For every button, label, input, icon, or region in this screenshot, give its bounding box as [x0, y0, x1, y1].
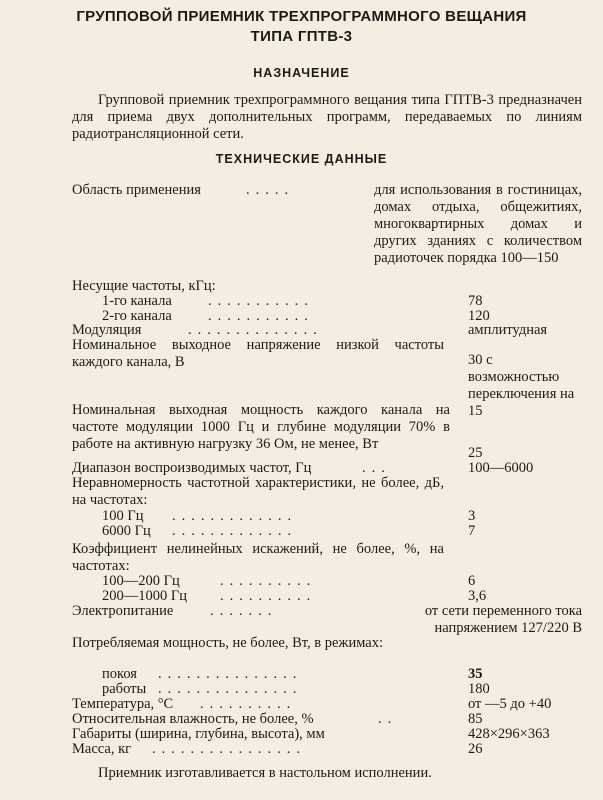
spec-temp-value: от —5 до +40 — [468, 696, 552, 712]
spec-nonuniform-label: Неравномерность частотной характеристики, не более, дБ, на частотах: — [72, 475, 444, 508]
spec-f100-value: 3 — [468, 508, 476, 524]
leader-dots: .. — [378, 711, 398, 727]
spec-work-value: 180 — [468, 681, 490, 697]
spec-ch2-label: 2-го канала — [102, 308, 172, 324]
spec-humidity-value: 85 — [468, 711, 483, 727]
spec-supply-value: от сети переменного тока напряжением 127/220 В — [424, 603, 582, 636]
spec-f6000-label: 6000 Гц — [102, 523, 151, 539]
leader-dots: ........... — [208, 293, 314, 309]
leader-dots: .......... — [220, 573, 317, 589]
leader-dots: ............... — [158, 666, 303, 682]
leader-dots: ... — [362, 460, 391, 476]
purpose-text: Групповой приемник трехпрограммного вещания типа ГПТВ-3 предназначен для приема двух дополнительных программ, передаваемых по линиям радиотрансляционной сети. — [72, 92, 582, 142]
spec-temp-label: Температура, °С — [72, 696, 174, 712]
spec-lf-voltage-label: Номинальное выходное напряжение низкой частоты каждого канала, В — [72, 337, 444, 370]
leader-dots: ................ — [152, 741, 306, 757]
spec-ch1-label: 1-го канала — [102, 293, 172, 309]
spec-d1-value: 6 — [468, 573, 476, 589]
spec-range-value: 100—6000 — [468, 460, 534, 476]
spec-range-label: Диапазон воспроизводимых частот, Гц — [72, 460, 312, 476]
spec-idle-label: покоя — [102, 666, 137, 682]
footer-note: Приемник изготавливается в настольном исполнении. — [98, 765, 432, 781]
spec-carrier-label: Несущие частоты, кГц: — [72, 278, 216, 294]
spec-application-label: Область применения — [72, 182, 201, 198]
spec-d2-label: 200—1000 Гц — [102, 588, 188, 604]
leader-dots: .......... — [200, 696, 297, 712]
spec-power-out-value: 25 — [468, 445, 483, 461]
leader-dots: .......... — [220, 588, 317, 604]
spec-mass-label: Масса, кг — [72, 741, 132, 757]
tech-heading: ТЕХНИЧЕСКИЕ ДАННЫЕ — [215, 152, 388, 166]
spec-d2-value: 3,6 — [468, 588, 487, 604]
purpose-paragraph — [72, 92, 582, 143]
spec-idle-value: 35 — [468, 666, 483, 682]
spec-ch1-value: 78 — [468, 293, 483, 309]
spec-f6000-value: 7 — [468, 523, 476, 539]
spec-power-out-label: Номинальная выходная мощность каждого канала на частоте модуляции 1000 Гц и глубине модуляции 70% в работе на активную нагрузку 36 Ом, не менее, Вт — [72, 402, 450, 452]
purpose-heading: НАЗНАЧЕНИЕ — [253, 66, 350, 80]
spec-dims-label: Габариты (ширина, глубина, высота), мм — [72, 726, 325, 742]
document-title-line1: ГРУППОВОЙ ПРИЕМНИК ТРЕХПРОГРАММНОГО ВЕЩАНИЯ — [76, 8, 527, 25]
spec-distortion-label: Коэффициент нелинейных искажений, не более, %, на частотах: — [72, 541, 444, 574]
leader-dots: ............. — [172, 523, 298, 539]
spec-lf-voltage-value: 30 с возможностью переключения на 15 — [468, 352, 575, 419]
leader-dots: ....... — [210, 603, 278, 619]
spec-mass-value: 26 — [468, 741, 483, 757]
leader-dots: ............... — [158, 681, 303, 697]
leader-dots: ............. — [172, 508, 298, 524]
spec-d1-label: 100—200 Гц — [102, 573, 180, 589]
spec-ch2-value: 120 — [468, 308, 490, 324]
leader-dots: ........... — [208, 308, 314, 324]
spec-modulation-value: амплитудная — [468, 322, 548, 338]
leader-dots: ..... — [246, 182, 295, 198]
spec-application-value: для использования в гостиницах, домах отдыха, общежитиях, многоквартирных домах и других зданиях с количеством радиоточек порядка 100—150 — [374, 182, 582, 266]
document-title-line2: ТИПА ГПТВ-3 — [250, 28, 353, 45]
spec-modulation-label: Модуляция — [72, 322, 142, 338]
leader-dots: .............. — [188, 322, 323, 338]
spec-consumption-label: Потребляемая мощность, не более, Вт, в режимах: — [72, 635, 383, 651]
spec-f100-label: 100 Гц — [102, 508, 144, 524]
spec-supply-label: Электропитание — [72, 603, 174, 619]
spec-work-label: работы — [102, 681, 147, 697]
spec-humidity-label: Относительная влажность, не более, % — [72, 711, 314, 727]
spec-dims-value: 428×296×363 — [468, 726, 550, 742]
